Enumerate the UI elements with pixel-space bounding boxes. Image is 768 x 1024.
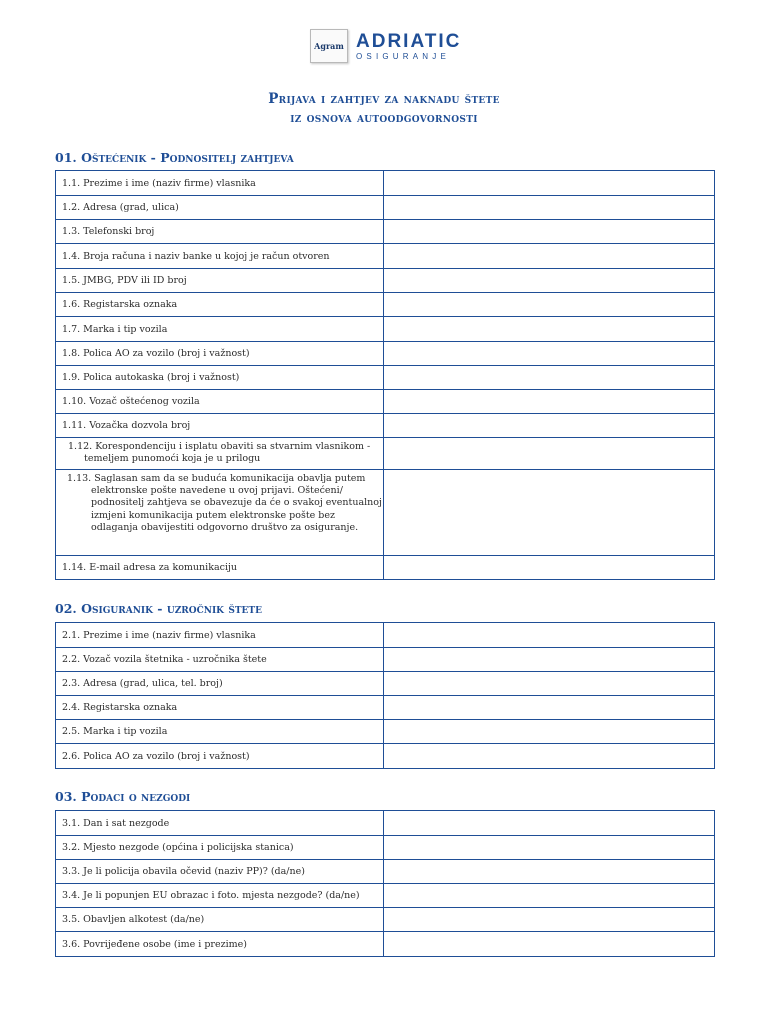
field-label: 2.2. Vozač vozila štetnika - uzročnika štete <box>56 648 384 672</box>
field-label <box>56 438 384 470</box>
form-row <box>56 390 715 414</box>
field-input[interactable] <box>384 744 715 769</box>
field-label: 3.4. Je li popunjen EU obrazac i foto. mjesta nezgode? (da/ne) <box>56 884 384 908</box>
document-title-line-1: Prijava i zahtjev za naknadu štete <box>268 91 500 107</box>
form-row <box>56 860 715 884</box>
form-row <box>56 317 715 342</box>
field-input[interactable] <box>384 672 715 696</box>
form-row <box>56 196 715 220</box>
form-row <box>56 811 715 836</box>
field-label: 1.8. Polica AO za vozilo (broj i važnost) <box>56 342 384 366</box>
form-row <box>56 366 715 390</box>
field-label: 1.6. Registarska oznaka <box>56 293 384 317</box>
company-logo <box>310 29 461 63</box>
section-heading-02: 02. Osiguranik - uzročnik štete <box>55 601 262 616</box>
field-label: 2.3. Adresa (grad, ulica, tel. broj) <box>56 672 384 696</box>
field-label: 2.5. Marka i tip vozila <box>56 720 384 744</box>
field-input[interactable] <box>384 171 715 196</box>
field-input[interactable] <box>384 342 715 366</box>
form-row <box>56 293 715 317</box>
field-input[interactable] <box>384 293 715 317</box>
form-row <box>56 908 715 932</box>
logo-main-text: ADRIATIC <box>356 30 462 52</box>
field-input[interactable] <box>384 648 715 672</box>
form-row <box>56 244 715 269</box>
logo-badge <box>310 29 348 63</box>
field-label: 2.4. Registarska oznaka <box>56 696 384 720</box>
field-label: 1.5. JMBG, PDV ili ID broj <box>56 269 384 293</box>
form-row <box>56 884 715 908</box>
form-table-02 <box>55 622 715 769</box>
field-input[interactable] <box>384 317 715 342</box>
field-input[interactable] <box>384 556 715 580</box>
form-row <box>56 836 715 860</box>
field-label: 2.1. Prezime i ime (naziv firme) vlasnika <box>56 623 384 648</box>
field-input[interactable] <box>384 860 715 884</box>
field-input[interactable] <box>384 932 715 957</box>
form-table-03 <box>55 810 715 957</box>
field-label <box>56 470 384 556</box>
field-label: 1.2. Adresa (grad, ulica) <box>56 196 384 220</box>
field-label: 3.1. Dan i sat nezgode <box>56 811 384 836</box>
field-input[interactable] <box>384 414 715 438</box>
field-input[interactable] <box>384 269 715 293</box>
field-label: 1.11. Vozačka dozvola broj <box>56 414 384 438</box>
form-row <box>56 556 715 580</box>
field-input[interactable] <box>384 720 715 744</box>
field-label: 1.7. Marka i tip vozila <box>56 317 384 342</box>
field-input[interactable] <box>384 623 715 648</box>
field-input[interactable] <box>384 366 715 390</box>
field-label: 2.6. Polica AO za vozilo (broj i važnost) <box>56 744 384 769</box>
field-input[interactable] <box>384 884 715 908</box>
field-label: 3.2. Mjesto nezgode (općina i policijska stanica) <box>56 836 384 860</box>
form-row <box>56 696 715 720</box>
form-row <box>56 342 715 366</box>
field-input[interactable] <box>384 438 715 470</box>
field-input[interactable] <box>384 811 715 836</box>
field-label-text: 1.12. Korespondenciju i isplatu obaviti sa stvarnim vlasnikom - temeljem punomoći koja je u prilogu <box>68 441 371 465</box>
form-row <box>56 414 715 438</box>
form-row <box>56 269 715 293</box>
field-input[interactable] <box>384 908 715 932</box>
form-row <box>56 672 715 696</box>
form-row <box>56 932 715 957</box>
field-input[interactable] <box>384 470 715 556</box>
section-heading-01: 01. Oštećenik - Podnositelj zahtjeva <box>55 150 294 165</box>
field-label: 1.9. Polica autokaska (broj i važnost) <box>56 366 384 390</box>
section-heading-03: 03. Podaci o nezgodi <box>55 789 191 804</box>
form-row <box>56 220 715 244</box>
field-label: 1.1. Prezime i ime (naziv firme) vlasnika <box>56 171 384 196</box>
field-label-text: 1.13. Saglasan sam da se buduća komunikacija obavlja putem elektronske pošte navedene u ovoj prijavi. Oštećeni/ podnositelj zahtjeva se obavezuje da će o svakoj eventualnoj izmjeni komunikacija putem elektronske pošte bez odlaganja obavijestiti odgovorno društvo za osiguranje. <box>67 473 382 533</box>
form-row <box>56 171 715 196</box>
field-input[interactable] <box>384 836 715 860</box>
field-label: 3.6. Povrijeđene osobe (ime i prezime) <box>56 932 384 957</box>
field-input[interactable] <box>384 196 715 220</box>
field-label: 1.10. Vozač oštećenog vozila <box>56 390 384 414</box>
form-row <box>56 623 715 648</box>
field-input[interactable] <box>384 696 715 720</box>
field-label: 1.4. Broja računa i naziv banke u kojoj je račun otvoren <box>56 244 384 269</box>
field-label: 3.5. Obavljen alkotest (da/ne) <box>56 908 384 932</box>
field-label: 1.3. Telefonski broj <box>56 220 384 244</box>
form-row <box>56 648 715 672</box>
field-label: 3.3. Je li policija obavila očevid (naziv PP)? (da/ne) <box>56 860 384 884</box>
field-input[interactable] <box>384 220 715 244</box>
field-input[interactable] <box>384 244 715 269</box>
logo-sub-text: OSIGURANJE <box>356 51 451 61</box>
field-label: 1.14. E-mail adresa za komunikaciju <box>56 556 384 580</box>
form-row <box>56 470 715 556</box>
field-input[interactable] <box>384 390 715 414</box>
form-row <box>56 744 715 769</box>
form-row <box>56 720 715 744</box>
form-row <box>56 438 715 470</box>
document-title-line-2: iz osnova autoodgovornosti <box>290 110 478 126</box>
form-table-01 <box>55 170 715 580</box>
logo-badge-text: Agram <box>314 41 344 51</box>
